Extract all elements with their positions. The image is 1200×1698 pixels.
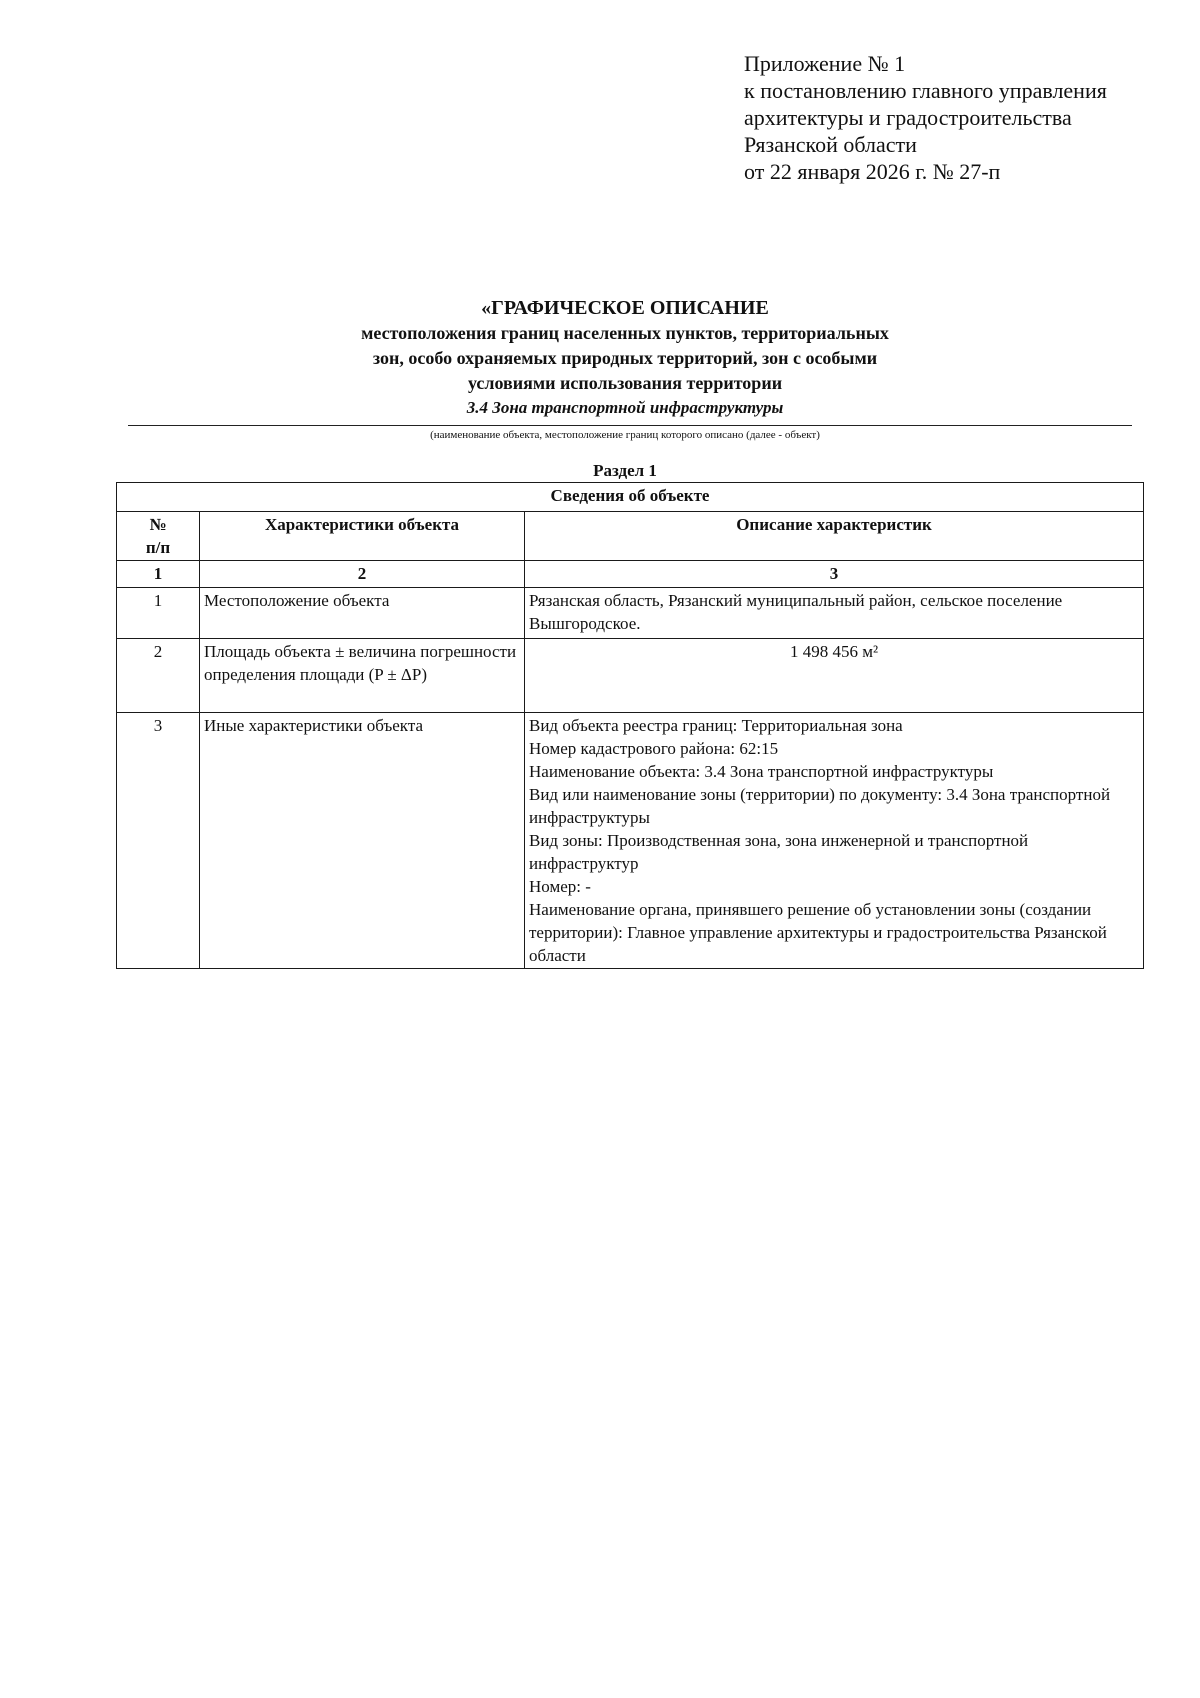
description-line: Номер: - — [529, 877, 591, 896]
row-characteristic: Местоположение объекта — [200, 588, 525, 639]
column-number: 3 — [525, 561, 1144, 588]
appendix-line: Рязанской области — [744, 132, 917, 157]
description-line: Вид объекта реестра границ: Территориальная зона — [529, 716, 903, 735]
header-num-line1: № — [149, 515, 167, 534]
row-number: 2 — [117, 639, 200, 713]
description-line: Наименование объекта: 3.4 Зона транспортной инфраструктуры — [529, 762, 994, 781]
table-row — [117, 588, 1144, 639]
section-label: Раздел 1 — [593, 461, 657, 480]
document-title — [118, 295, 1132, 419]
table-caption-row — [117, 483, 1144, 512]
row-characteristic: Площадь объекта ± величина погрешности определения площади (P ± ΔP) — [200, 639, 525, 713]
row-description — [525, 639, 1144, 713]
description-line: Вид или наименование зоны (территории) по документу: 3.4 Зона транспортной инфраструктуры — [529, 785, 1111, 827]
appendix-header — [744, 50, 1107, 185]
appendix-line: к постановлению главного управления — [744, 78, 1107, 103]
row-description — [525, 713, 1144, 969]
description-line: Рязанская область, Рязанский муниципальный район, сельское поселение Вышгородское. — [529, 591, 1063, 633]
description-line: Вид зоны: Производственная зона, зона инженерной и транспортной инфраструктур — [529, 831, 1029, 873]
object-caption: (наименование объекта, местоположение границ которого описано (далее - объект) — [430, 429, 820, 441]
table-row — [117, 713, 1144, 969]
header-num — [117, 512, 200, 561]
table-caption: Сведения об объекте — [117, 483, 1144, 512]
row-number: 3 — [117, 713, 200, 969]
row-characteristic: Иные характеристики объекта — [200, 713, 525, 969]
column-number: 1 — [117, 561, 200, 588]
description-line: Наименование органа, принявшего решение об установлении зоны (создании территории): Главное управление архитектуры и градостроительства Рязанской области — [529, 900, 1107, 965]
table-header-row — [117, 512, 1144, 561]
object-info-table — [116, 482, 1144, 969]
column-number: 2 — [200, 561, 525, 588]
row-number: 1 — [117, 588, 200, 639]
area-value: 1 498 456 м² — [789, 642, 879, 661]
appendix-line: от 22 января 2026 г. № 27-п — [744, 159, 1001, 184]
title-sub-line: зон, особо охраняемых природных территорий, зон с особыми — [372, 348, 878, 368]
appendix-line: Приложение № 1 — [744, 51, 906, 76]
row-description — [525, 588, 1144, 639]
column-number-row — [117, 561, 1144, 588]
header-description: Описание характеристик — [525, 512, 1144, 561]
appendix-line: архитектуры и градостроительства — [744, 105, 1072, 130]
description-line: Номер кадастрового района: 62:15 — [529, 739, 779, 758]
table-row — [117, 639, 1144, 713]
title-sub-line: условиями использования территории — [467, 373, 783, 393]
object-name: 3.4 Зона транспортной инфраструктуры — [466, 398, 784, 417]
header-characteristics: Характеристики объекта — [200, 512, 525, 561]
title-sub-line: местоположения границ населенных пунктов, территориальных — [361, 323, 889, 343]
header-num-line2: п/п — [145, 538, 171, 557]
object-name-underline — [128, 425, 1132, 426]
title-main: «ГРАФИЧЕСКОЕ ОПИСАНИЕ — [481, 297, 769, 319]
